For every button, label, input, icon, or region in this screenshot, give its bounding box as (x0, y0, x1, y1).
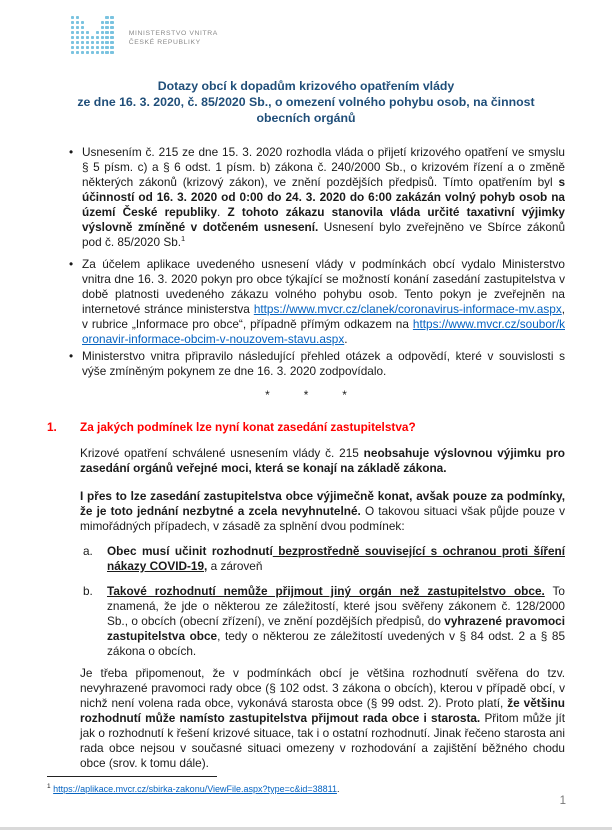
document-title-line1: Dotazy obcí k dopadům krizového opatřením vlády (157, 79, 455, 93)
text-run: Přitom může jít jak o rozhodnutí k řešení krizové situace, tak i o ostatní rozhodnutí. Jinak řečeno starosta ani rada obce nejsou v současné situaci omezeny v rozhodování a zajištění běžného chodu obce (srov. k tomu dále). (80, 711, 565, 770)
intro-bullet-guideline (68, 257, 565, 347)
text-run: a zároveň (207, 559, 263, 573)
ministry-name-line1: MINISTERSTVO VNITRA (128, 30, 218, 37)
star: * (265, 388, 270, 402)
question-1-heading (47, 420, 565, 435)
answer-paragraph-2 (80, 489, 565, 534)
question-number: 1. (47, 420, 57, 434)
intro-bullet-overview (68, 349, 565, 379)
text-run: s účinností od 16. 3. 2020 od 0:00 do 24. 3. 2020 do 6:00 zakázán volný pohyb osob na území České republiky (82, 175, 565, 219)
hyperlink[interactable]: https://www.mvcr.cz/soubor/koronavir-informace-obcim-v-nouzovem-stavu.aspx (82, 317, 565, 346)
document-title (47, 78, 565, 126)
text-run: , v rubrice „Informace pro obce“, případně přímým odkazem na (82, 302, 565, 331)
answer-paragraph-1 (80, 446, 565, 476)
text-run: vyhrazené pravomoci zastupitelstva obce (107, 614, 565, 643)
footnote-marker: 1 (47, 783, 51, 790)
text-run: . (344, 332, 348, 346)
footnote-reference: 1 (181, 234, 186, 244)
bullet-text (82, 145, 565, 250)
stars-separator (47, 388, 565, 403)
text-run: Usnesením č. 215 ze dne 15. 3. 2020 rozhodla vláda o přijetí krizového opatření ve smyslu § 5 písm. c) a § 6 odst. 1 písm. b) zákona č. 240/2000 Sb., o krizovém řízení a o změně některých zákonů (krizový zákon), ve znění pozdějších předpisů. Tímto opatřením byl (82, 145, 565, 189)
text-run: Z tohoto zákazu stanovila vláda určité taxativní výjimky výslovně zmíněné v dotčeném usnesení. (82, 205, 565, 234)
ministry-header (70, 15, 218, 55)
star: * (303, 388, 309, 402)
text-run: neobsahuje výslovnou výjimku pro zasedání orgánů veřejné moci, která se konají na základě zákona. (80, 446, 565, 475)
text-run: bezprostředně související s ochranou proti šíření nákazy COVID-19, (107, 544, 565, 573)
text-run: To znamená, že jde o některou ze záležitostí, které jsou svěřeny zákonem č. 128/2000 Sb., o obcích (obecní zřízení), ve znění pozdějších předpisů, do (107, 584, 565, 628)
footnote-suffix: . (336, 784, 340, 794)
text-run: Takové rozhodnutí nemůže přijmout jiný orgán než zastupitelstvo obce. (107, 584, 545, 598)
ministry-logo-icon (70, 15, 115, 55)
text-run: Za účelem aplikace uvedeného usnesení vlády v podmínkách obcí vydalo Ministerstvo vnitra dne 16. 3. 2020 pokyn pro obce týkající se možností konání zasedání zastupitelstva v době platnosti uvedeného zákazu volného pohybu osob. Tento pokyn je zveřejněn na internetové stránce ministerstva (82, 257, 565, 316)
page-number: 1 (559, 795, 566, 807)
text-run: . (217, 205, 228, 219)
hyperlink[interactable]: https://www.mvcr.cz/clanek/coronavirus-informace-mv.aspx (253, 302, 562, 316)
star: * (342, 388, 347, 402)
text-run: Je třeba připomenout, že v podmínkách obcí je většina rozhodnutí svěřena do tzv. nevyhrazené pravomoci rady obce (§ 102 odst. 3 zákona o obcích), kterou v případě obcí, v nichž není volena rada obce, vykonává starosta obce (§ 99 odst. 2). Proto platí, (80, 666, 565, 710)
answer-paragraph-3 (80, 666, 565, 771)
text-run: Obec musí učinit rozhodnutí (107, 544, 273, 558)
text-run: Usnesení bylo zveřejněno ve Sbírce zákonů pod č. 85/2020 Sb. (82, 220, 566, 249)
text-run: O takovou situaci však půjde pouze v mimořádných případech, v zásadě za splnění dvou podmínek: (80, 504, 565, 533)
item-marker: b. (83, 584, 93, 598)
ministry-name-line2: ČESKÉ REPUBLIKY (128, 39, 201, 46)
footnote-hyperlink[interactable]: https://aplikace.mvcr.cz/sbirka-zakonu/ViewFile.aspx?type=c&id=38811 (53, 784, 337, 794)
bullet-text (82, 349, 565, 379)
bullet-marker: • (69, 145, 74, 159)
text-run: , tedy o některou ze záležitostí uvedených v § 84 odst. 2 a § 85 zákona o obcích. (107, 629, 565, 658)
condition-item-b (83, 584, 565, 659)
item-marker: a. (83, 544, 93, 558)
intro-bullet-resolution (68, 145, 565, 250)
question-text: Za jakých podmínek lze nyní konat zasedání zastupitelstva? (80, 420, 416, 434)
bullet-marker: • (69, 349, 74, 363)
condition-item-a (83, 544, 565, 574)
text-run: Krizové opatření schválené usnesením vlády č. 215 (80, 446, 364, 460)
item-text (107, 544, 565, 574)
text-run: Ministerstvo vnitra připravilo následující přehled otázek a odpovědí, které v souvislosti s výše zmíněným pokynem ze dne 16. 3. 2020 zodpovídalo. (82, 349, 565, 378)
text-run: že většinu rozhodnutí může namísto zastupitelstva přijmout rada obce i starosta. (80, 696, 565, 725)
bullet-marker: • (69, 257, 74, 271)
ministry-name (129, 29, 218, 47)
text-run: I přes to lze zasedání zastupitelstva obce výjimečně konat, avšak pouze za podmínky, že je toto jednání nezbytné a zcela nevyhnutelné. (80, 489, 565, 518)
document-title-line3: obecních orgánů (256, 111, 356, 125)
document-title-line2: ze dne 16. 3. 2020, č. 85/2020 Sb., o omezení volného pohybu osob, na činnost (77, 95, 535, 109)
footnote (47, 783, 565, 795)
bullet-text (82, 257, 565, 347)
item-text (107, 584, 565, 659)
footnote-divider (47, 776, 217, 777)
